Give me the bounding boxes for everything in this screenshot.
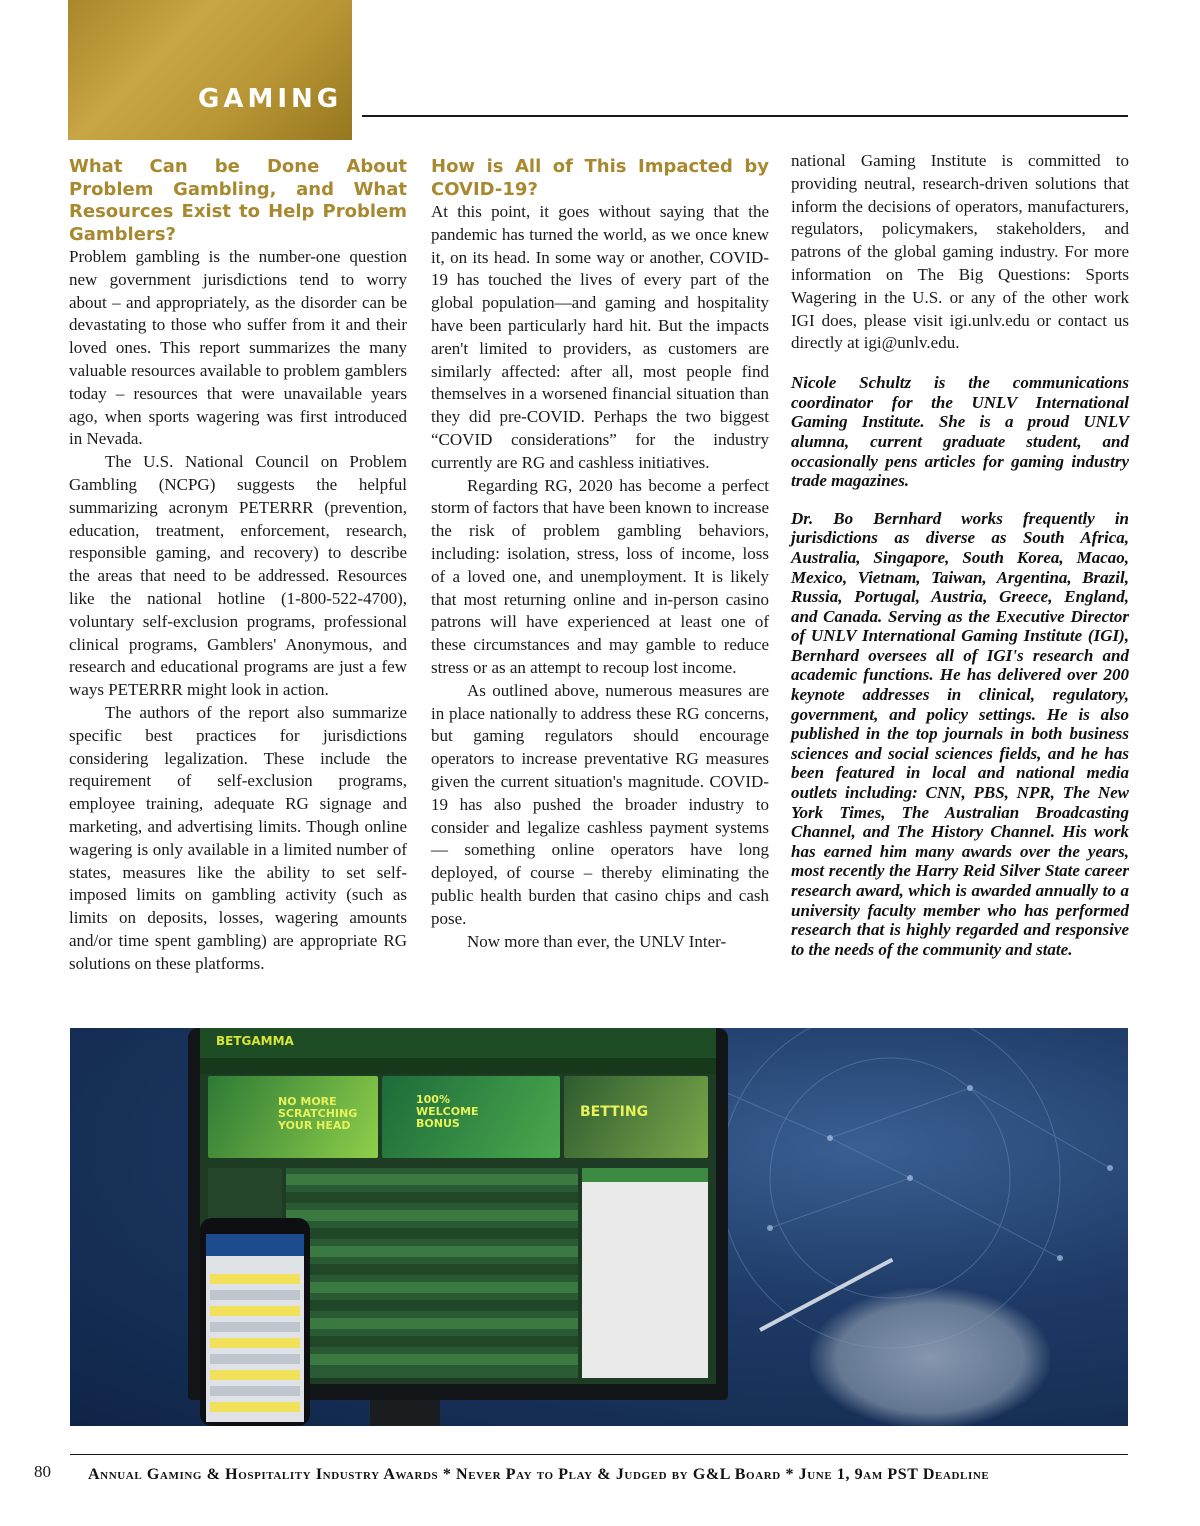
smartphone-row bbox=[210, 1370, 300, 1380]
bet-slip-header bbox=[582, 1168, 708, 1182]
online-gaming-photo bbox=[70, 1028, 1128, 1426]
column-1-paragraph-3: The authors of the report also summarize specific best practices for jurisdictions considering legalization. These include the requirement of self-exclusion programs, employee training, adequate RG signage and marketing, and advertising limits. Though online wagering is only available in a limited number of states, measures like the ability to set self-imposed limits on gambling activity (such as limits on deposits, losses, wagering amounts and/or time spent gambling) are appropriate RG solutions on these platforms. bbox=[69, 702, 407, 973]
odds-row bbox=[286, 1282, 578, 1293]
smartphone-row bbox=[210, 1290, 300, 1300]
header-rule bbox=[362, 115, 1128, 117]
smartphone-row bbox=[210, 1322, 300, 1332]
screen-header bbox=[200, 1028, 716, 1058]
screen-nav-bar bbox=[200, 1058, 716, 1074]
column-2-paragraph-1: At this point, it goes without saying that the pandemic has turned the world, as we once knew it, on its head. In some way or another, COVID-19 has touched the lives of every part of the global population—and gaming and hospitality have been particularly hard hit. But the impacts aren't limited to providers, as customers are similarly affected: after all, most people find themselves in a worsened financial situation than they did pre-COVID. Perhaps the two biggest “COVID considerations” for the industry currently are RG and cashless initiatives. bbox=[431, 202, 769, 472]
author-bio-bo-bernhard: Dr. Bo Bernhard works frequently in jurisdictions as diverse as South Africa, Australia, Singapore, South Korea, Macao, Mexico, Vietnam, Taiwan, Argentina, Brazil, Russia, Portugal, Austria, Greece, England, and Canada. Serving as the Executive Director of UNLV International Gaming Institute (IGI), Bernhard oversees all of IGI's research and academic functions. He has delivered over 200 keynote addresses in clinical, regulatory, government, and policy settings. He is also published in the top journals in both business sciences and social sciences fields, and he has been featured in local and national media outlets including: CNN, PBS, NPR, The New York Times, The Australian Broadcasting Channel, and The History Channel. His work has earned him many awards over the years, most recently the Harry Reid Silver State career research award, which is awarded annually to a university faculty member who has performed research that is highly regarded and responsive to the needs of the community and state. bbox=[791, 508, 1129, 959]
promo-banner-1 bbox=[208, 1076, 378, 1158]
odds-row bbox=[286, 1246, 578, 1257]
odds-table bbox=[286, 1168, 578, 1378]
column-2-paragraph-3: As outlined above, numerous measures are in place nationally to address these RG concerns, but gaming regulators should encourage operators to increase preventative RG measures given the current situation's magnitude. COVID-19 has also pushed the broader industry to consider and legalize cashless payment systems — something online operators have long deployed, of course – thereby eliminating the public health burden that casino chips and cash pose. bbox=[431, 680, 769, 928]
column-3-continuation: national Gaming Institute is committed to providing neutral, research-driven solutions that inform the decisions of operators, manufacturers, regulators, policymakers, stakeholders, and patrons of the global gaming industry. For more information on The Big Questions: Sports Wagering in the U.S. or any of the other work IGI does, please visit igi.unlv.edu or contact us directly at igi@unlv.edu. bbox=[791, 151, 1129, 353]
odds-row bbox=[286, 1210, 578, 1221]
column-2 bbox=[431, 150, 769, 953]
hand-graphic bbox=[810, 1288, 1050, 1426]
odds-row bbox=[286, 1336, 578, 1347]
author-bio-nicole-schultz: Nicole Schultz is the communications coordinator for the UNLV International Gaming Institute. She is a proud UNLV alumna, current graduate student, and occasionally pens articles for gaming industry trade magazines. bbox=[791, 373, 1129, 491]
footer-rule bbox=[70, 1454, 1128, 1455]
promo-banner-3-text: BETTING bbox=[580, 1104, 649, 1120]
smartphone-screen bbox=[206, 1234, 304, 1422]
section-label: GAMING bbox=[198, 84, 343, 114]
odds-row bbox=[286, 1264, 578, 1275]
odds-row bbox=[286, 1192, 578, 1203]
column-1-paragraph-1: Problem gambling is the number-one question new government jurisdictions tend to worry about – and appropriately, as the disorder can be devastating to those who suffer from it and their loved ones. This report summarizes the many valuable resources available to problem gamblers today – resources that were unavailable years ago, when sports wagering was first introduced in Nevada. bbox=[69, 247, 407, 449]
footer-banner-text: Annual Gaming & Hospitality Industry Awards * Never Pay to Play & Judged by G&L Board * June 1, 9am PST Deadline bbox=[88, 1466, 990, 1483]
promo-banner-3 bbox=[564, 1076, 708, 1158]
column-1-paragraph-2: The U.S. National Council on Problem Gambling (NCPG) suggests the helpful summarizing acronym PETERRR (prevention, education, treatment, enforcement, research, responsible gaming, and recovery) to describe the areas that need to be addressed. Resources like the national hotline (1-800-522-4700), voluntary self-exclusion programs, professional clinical programs, Gamblers' Anonymous, and research and educational programs are just a few ways PETERRR might look in action. bbox=[69, 452, 407, 700]
smartphone-row bbox=[210, 1338, 300, 1348]
odds-row bbox=[286, 1318, 578, 1329]
screen-logo: BETGAMMA bbox=[216, 1034, 294, 1048]
section-color-block bbox=[68, 0, 352, 140]
smartphone bbox=[200, 1218, 310, 1426]
column-2-paragraph-2: Regarding RG, 2020 has become a perfect storm of factors that have been known to increase the risk of problem gambling behaviors, including: isolation, stress, loss of income, loss of a loved one, and unemployment. It is likely that most returning online and in-person casino patrons will have experienced at least one of these circumstances and may gamble to reduce stress or as an attempt to recoup lost income. bbox=[431, 475, 769, 677]
promo-banner-2 bbox=[382, 1076, 560, 1158]
smartphone-row bbox=[210, 1306, 300, 1316]
column-3 bbox=[791, 150, 1129, 959]
promo-banner-1-text: NO MORE SCRATCHING YOUR HEAD bbox=[278, 1095, 358, 1132]
promo-banner-2-text: 100% WELCOME BONUS bbox=[416, 1093, 479, 1130]
column-2-heading: How is All of This Impacted by COVID-19? bbox=[431, 156, 769, 200]
smartphone-row bbox=[210, 1274, 300, 1284]
column-1-heading: What Can be Done About Problem Gambling, and What Resources Exist to Help Problem Gamblers? bbox=[69, 156, 407, 245]
smartphone-row bbox=[210, 1354, 300, 1364]
odds-row bbox=[286, 1354, 578, 1365]
odds-row bbox=[286, 1300, 578, 1311]
bet-slip bbox=[582, 1168, 708, 1378]
smartphone-row bbox=[210, 1386, 300, 1396]
smartphone-row bbox=[210, 1402, 300, 1412]
page-number: 80 bbox=[34, 1462, 51, 1481]
smartphone-header bbox=[206, 1234, 304, 1256]
monitor-stand bbox=[370, 1400, 440, 1426]
column-1 bbox=[69, 150, 407, 976]
column-2-paragraph-4: Now more than ever, the UNLV Inter- bbox=[467, 931, 727, 951]
odds-row bbox=[286, 1174, 578, 1185]
odds-row bbox=[286, 1228, 578, 1239]
